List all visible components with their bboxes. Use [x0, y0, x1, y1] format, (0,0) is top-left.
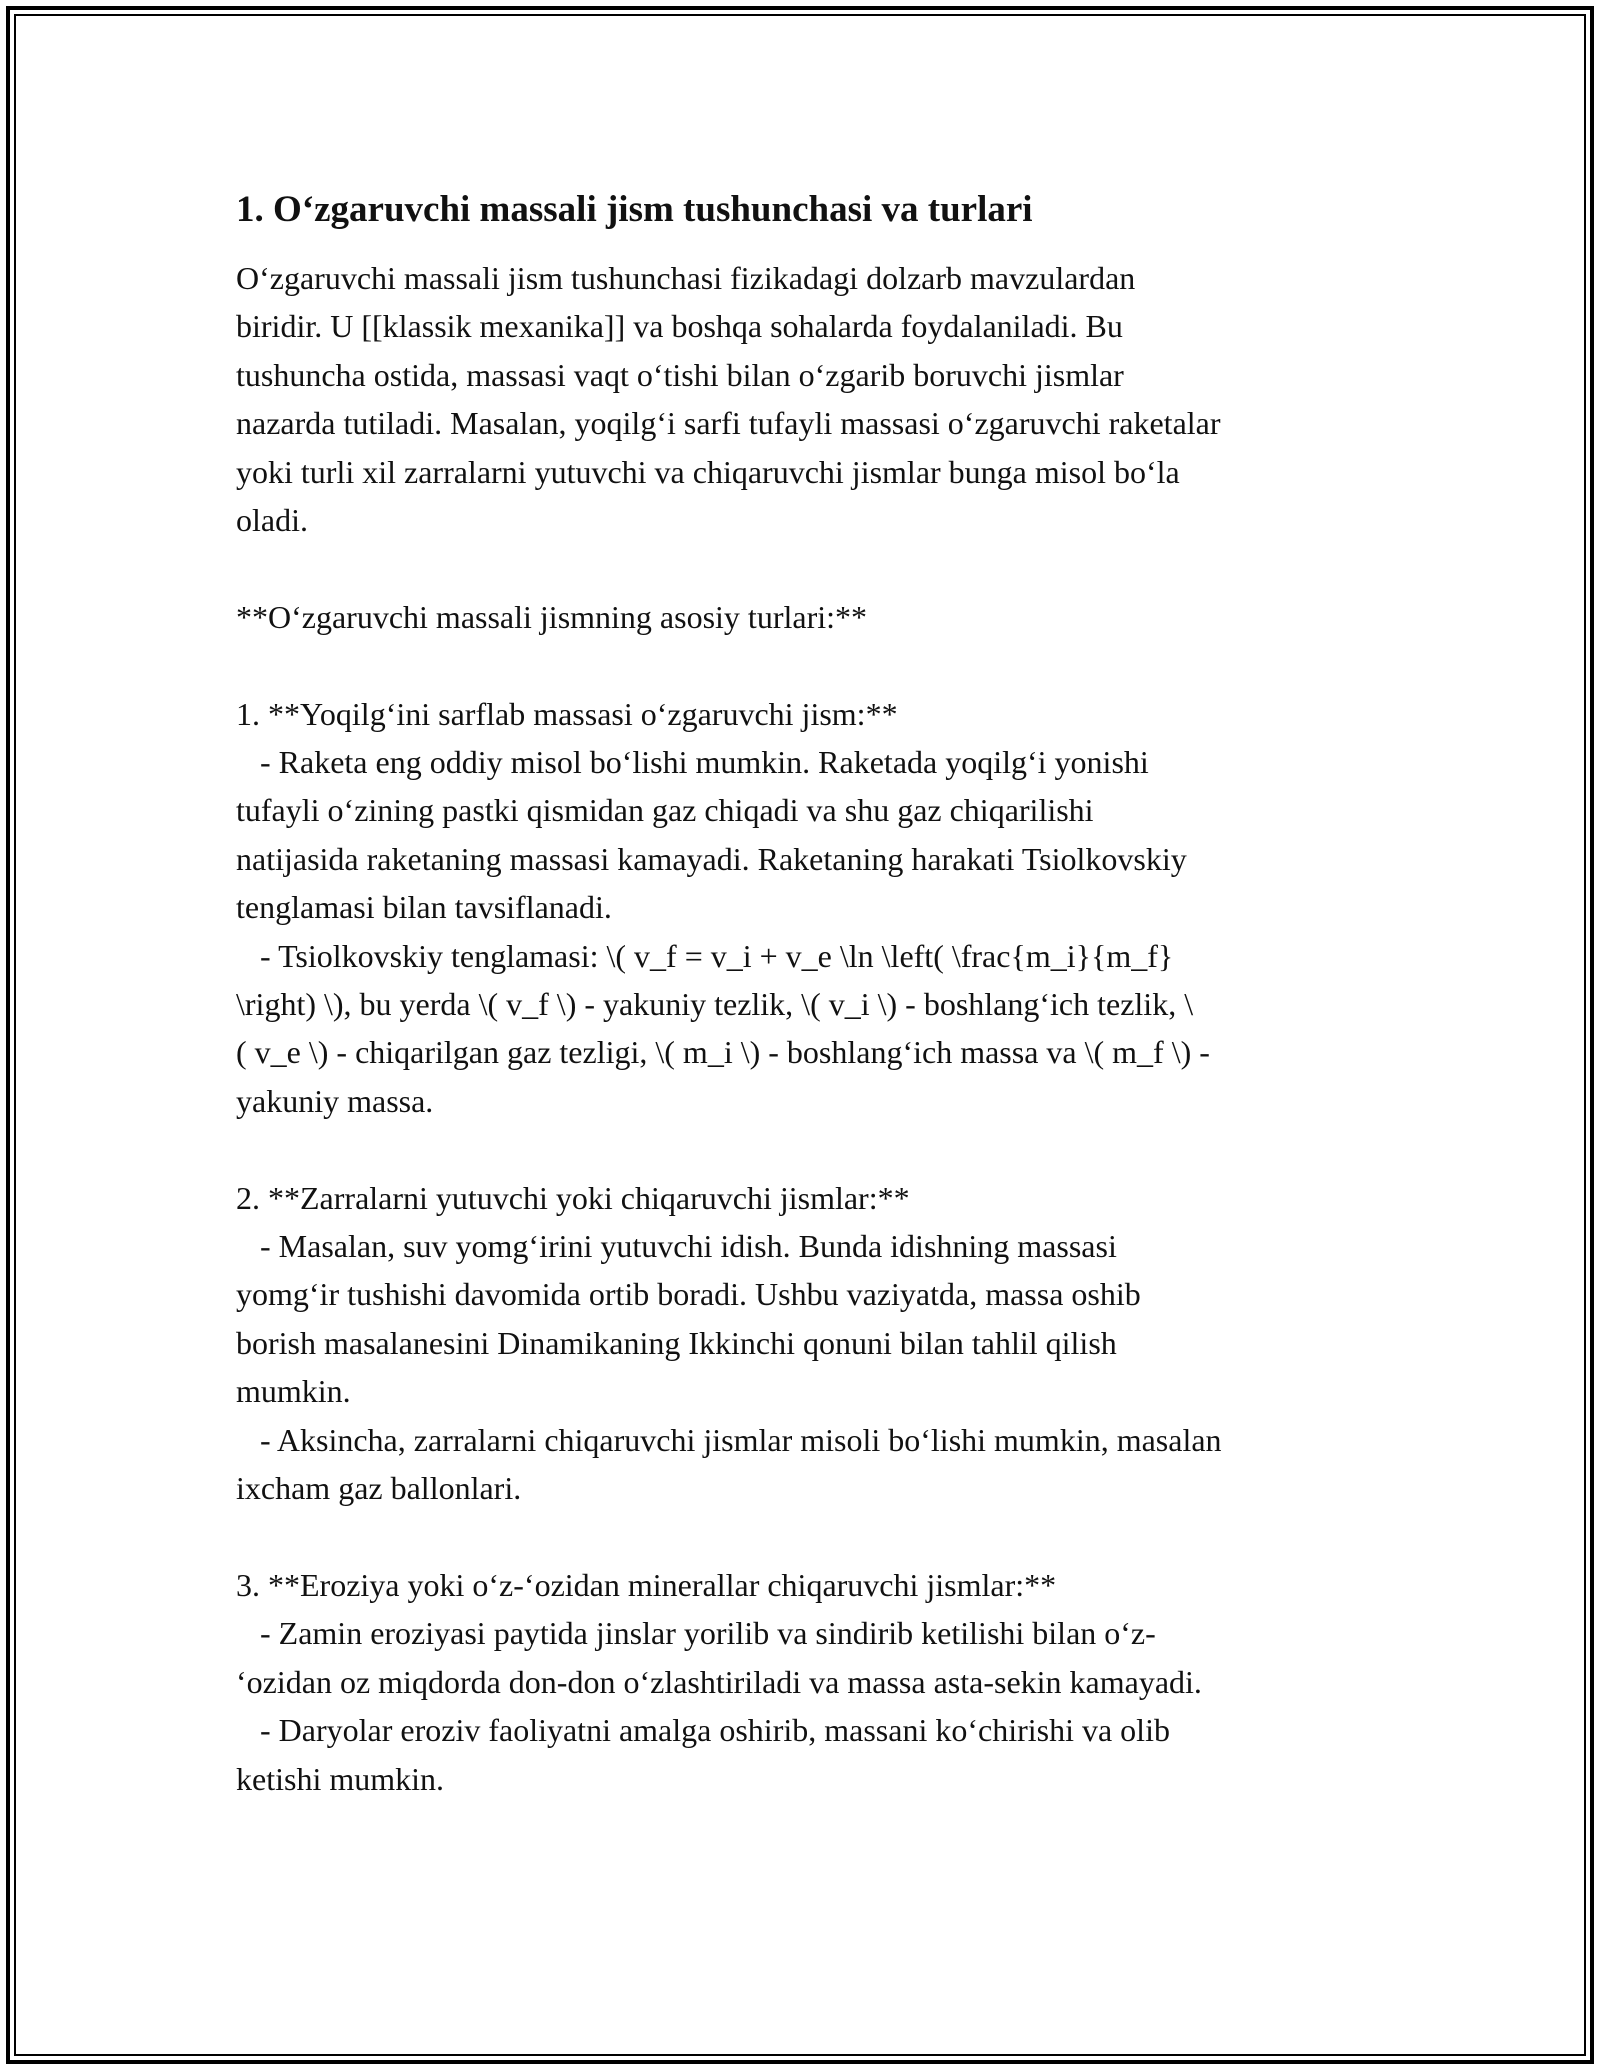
paragraph-spacer	[236, 1125, 1376, 1173]
document-body	[236, 186, 1376, 1803]
paragraph-spacer	[236, 1513, 1376, 1561]
paragraph-spacer	[236, 544, 1376, 592]
paragraph-spacer	[236, 641, 1376, 689]
document-title: 1. O‘zgaruvchi massali jism tushunchasi va turlari	[236, 189, 1033, 230]
section-erosion-body: 3. **Eroziya yoki o‘z-‘ozidan minerallar chiqaruvchi jismlar:** - Zamin eroziyasi paytida jinslar yorilib va sindirib ketilishi bilan o‘z- ‘ozidan oz miqdorda don-don o‘zlashtiriladi va massa asta-sekin kamayadi. - Daryolar eroziv faoliyatni amalga oshirib, massani ko‘chirishi va olib ketishi mumkin.	[236, 1566, 1202, 1797]
types-heading: **O‘zgaruvchi massali jismning asosiy turlari:**	[236, 598, 867, 635]
section-particle-absorbing-body: 2. **Zarralarni yutuvchi yoki chiqaruvchi jismlar:** - Masalan, suv yomg‘irini yutuvchi idish. Bunda idishning massasi yomg‘ir tushishi davomida ortib boradi. Ushbu vaziyatda, massa oshib borish masalanesini Dinamikaning Ikkinchi qonuni bilan tahlil qilish mumkin. - Aksincha, zarralarni chiqaruvchi jismlar misoli bo‘lishi mumkin, masalan ixcham gaz ballonlari.	[236, 1179, 1222, 1507]
section-fuel-burning-body: 1. **Yoqilg‘ini sarflab massasi o‘zgaruvchi jism:** - Raketa eng oddiy misol bo‘lishi mumkin. Raketada yoqilg‘i yonishi tufayli o‘zining pastki qismidan gaz chiqadi va shu gaz chiqarilishi natijasida raketaning massasi kamayadi. Raketaning harakati Tsiolkovskiy tenglamasi bilan tavsiflanadi. - Tsiolkovskiy tenglamasi: \( v_f = v_i + v_e \ln \left( \frac{m_i}{m_f} \right) \), bu yerda \( v_f \) - yakuniy tezlik, \( v_i \) - boshlang‘ich tezlik, \ ( v_e \) - chiqarilgan gaz tezligi, \( m_i \) - boshlang‘ich massa va \( m_f \) - yakuniy massa.	[236, 695, 1210, 1119]
intro-paragraph: O‘zgaruvchi massali jism tushunchasi fizikadagi dolzarb mavzulardan biridir. U [[klassik mexanika]] va boshqa sohalarda foydalaniladi. Bu tushuncha ostida, massasi vaqt o‘tishi bilan o‘zgarib boruvchi jismlar nazarda tutiladi. Masalan, yoqilg‘i sarfi tufayli massasi o‘zgaruvchi raketalar yoki turli xil zarralarni yutuvchi va chiqaruvchi jismlar bunga misol bo‘la oladi.	[236, 260, 1221, 539]
